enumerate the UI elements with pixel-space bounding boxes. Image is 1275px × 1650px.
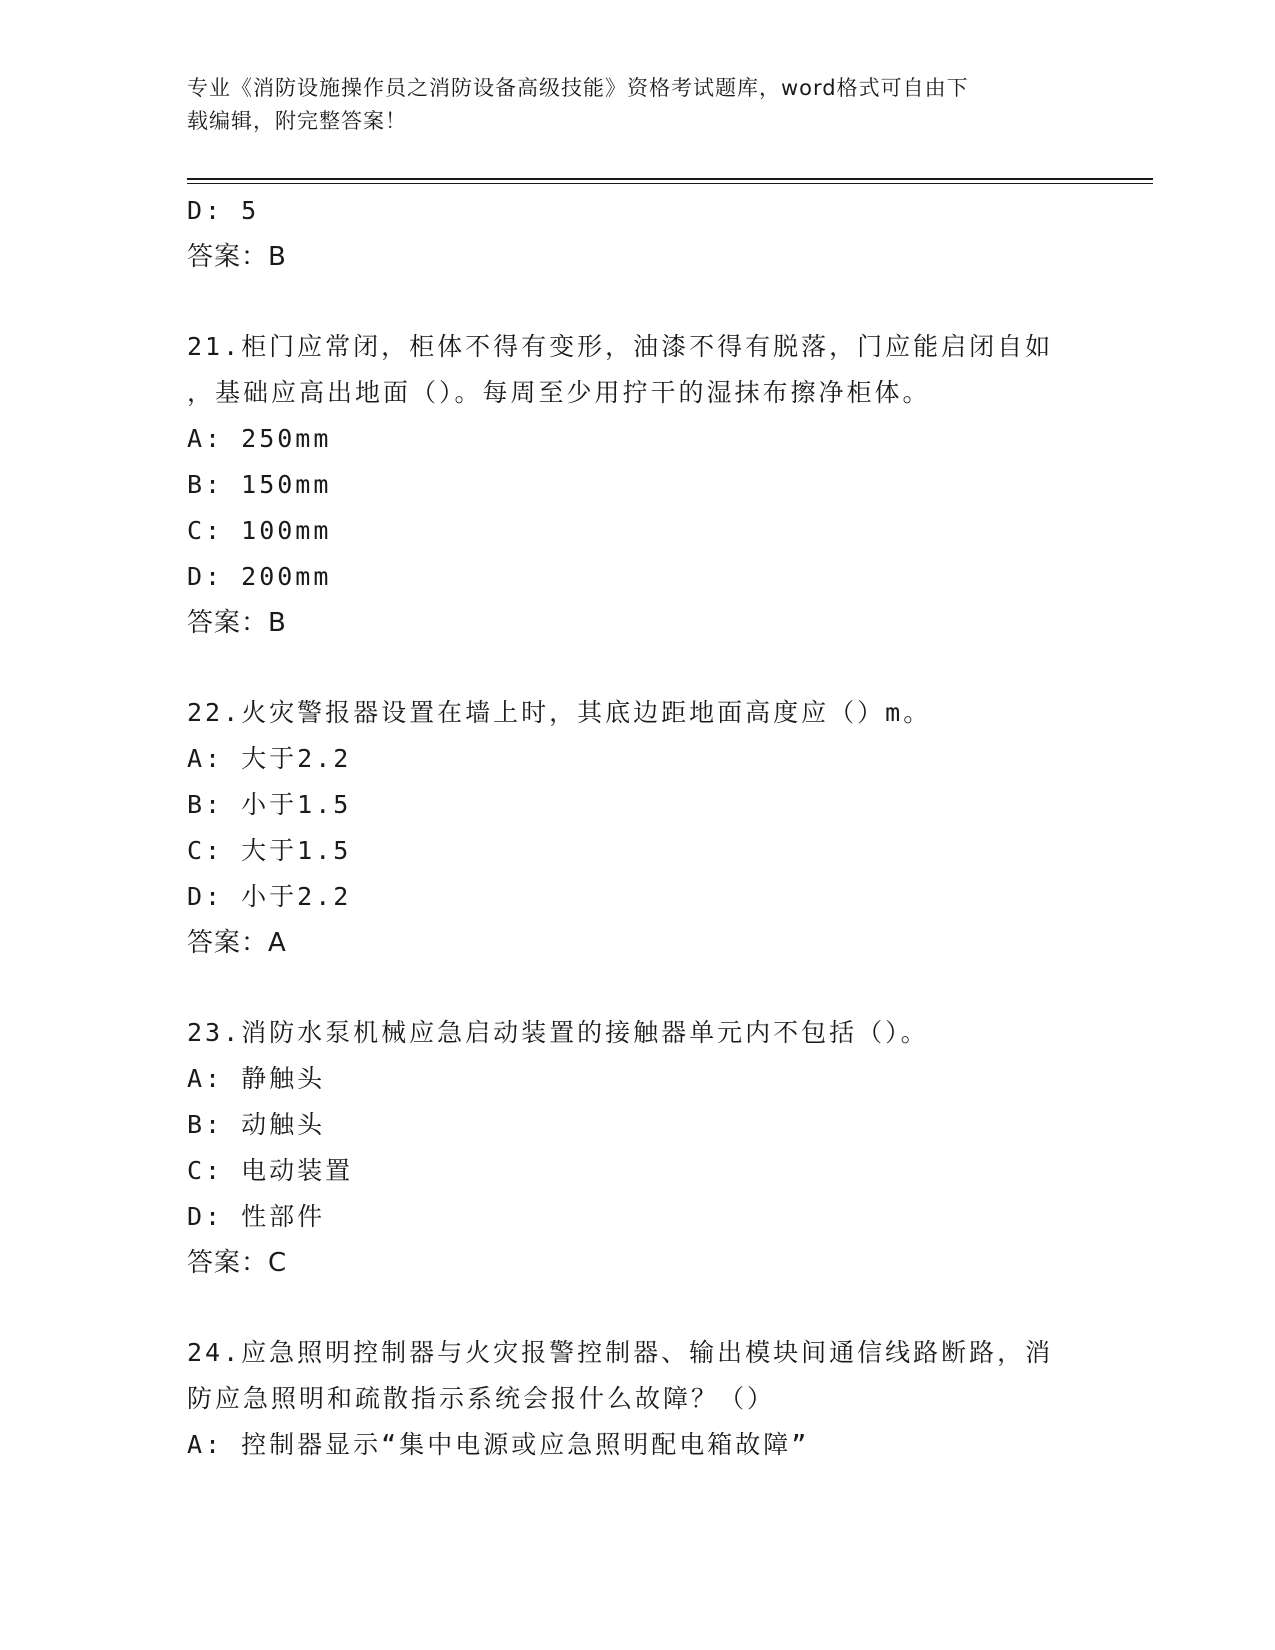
option-b: B: 动触头 xyxy=(187,1110,326,1139)
question-21 xyxy=(187,324,1087,646)
option-a: A: 250mm xyxy=(187,424,332,453)
spacer xyxy=(187,966,1087,1010)
option-d: D: 性部件 xyxy=(187,1202,326,1231)
header-divider-thin xyxy=(187,183,1153,184)
question-stem-line: 防应急照明和疏散指示系统会报什么故障？（） xyxy=(187,1384,776,1413)
spacer xyxy=(187,1286,1087,1330)
carry-over-answer: 答案：B xyxy=(187,242,287,272)
header-line-1: 专业《消防设施操作员之消防设备高级技能》资格考试题库，word格式可自由下 xyxy=(187,76,969,100)
answer: 答案：C xyxy=(187,1248,288,1278)
header-divider-thick xyxy=(187,178,1153,180)
question-list xyxy=(187,188,1087,1468)
question-stem-line: 24.应急照明控制器与火灾报警控制器、输出模块间通信线路断路，消 xyxy=(187,1338,1054,1367)
option-b: B: 小于1.5 xyxy=(187,790,352,819)
carry-over-option-d: D: 5 xyxy=(187,196,260,225)
option-c: C: 电动装置 xyxy=(187,1156,354,1185)
spacer xyxy=(187,646,1087,690)
option-c: C: 100mm xyxy=(187,516,332,545)
option-b: B: 150mm xyxy=(187,470,332,499)
answer: 答案：A xyxy=(187,928,287,958)
question-stem-line: 21.柜门应常闭，柜体不得有变形，油漆不得有脱落，门应能启闭自如 xyxy=(187,332,1054,361)
option-a: A: 大于2.2 xyxy=(187,744,352,773)
option-d: D: 200mm xyxy=(187,562,332,591)
header-line-2: 载编辑，附完整答案！ xyxy=(187,109,407,133)
spacer xyxy=(187,280,1087,324)
question-stem-line: 23.消防水泵机械应急启动装置的接触器单元内不包括（）。 xyxy=(187,1018,929,1047)
page-header xyxy=(187,72,1067,138)
question-22 xyxy=(187,690,1087,966)
answer: 答案：B xyxy=(187,608,287,638)
question-stem-line: ，基础应高出地面（）。每周至少用拧干的湿抹布擦净柜体。 xyxy=(187,378,931,407)
option-d: D: 小于2.2 xyxy=(187,882,352,911)
question-24 xyxy=(187,1330,1087,1468)
option-a: A: 控制器显示“集中电源或应急照明配电箱故障” xyxy=(187,1430,810,1459)
option-a: A: 静触头 xyxy=(187,1064,326,1093)
question-23 xyxy=(187,1010,1087,1286)
option-c: C: 大于1.5 xyxy=(187,836,352,865)
question-stem-line: 22.火灾警报器设置在墙上时，其底边距地面高度应（）m。 xyxy=(187,698,932,727)
